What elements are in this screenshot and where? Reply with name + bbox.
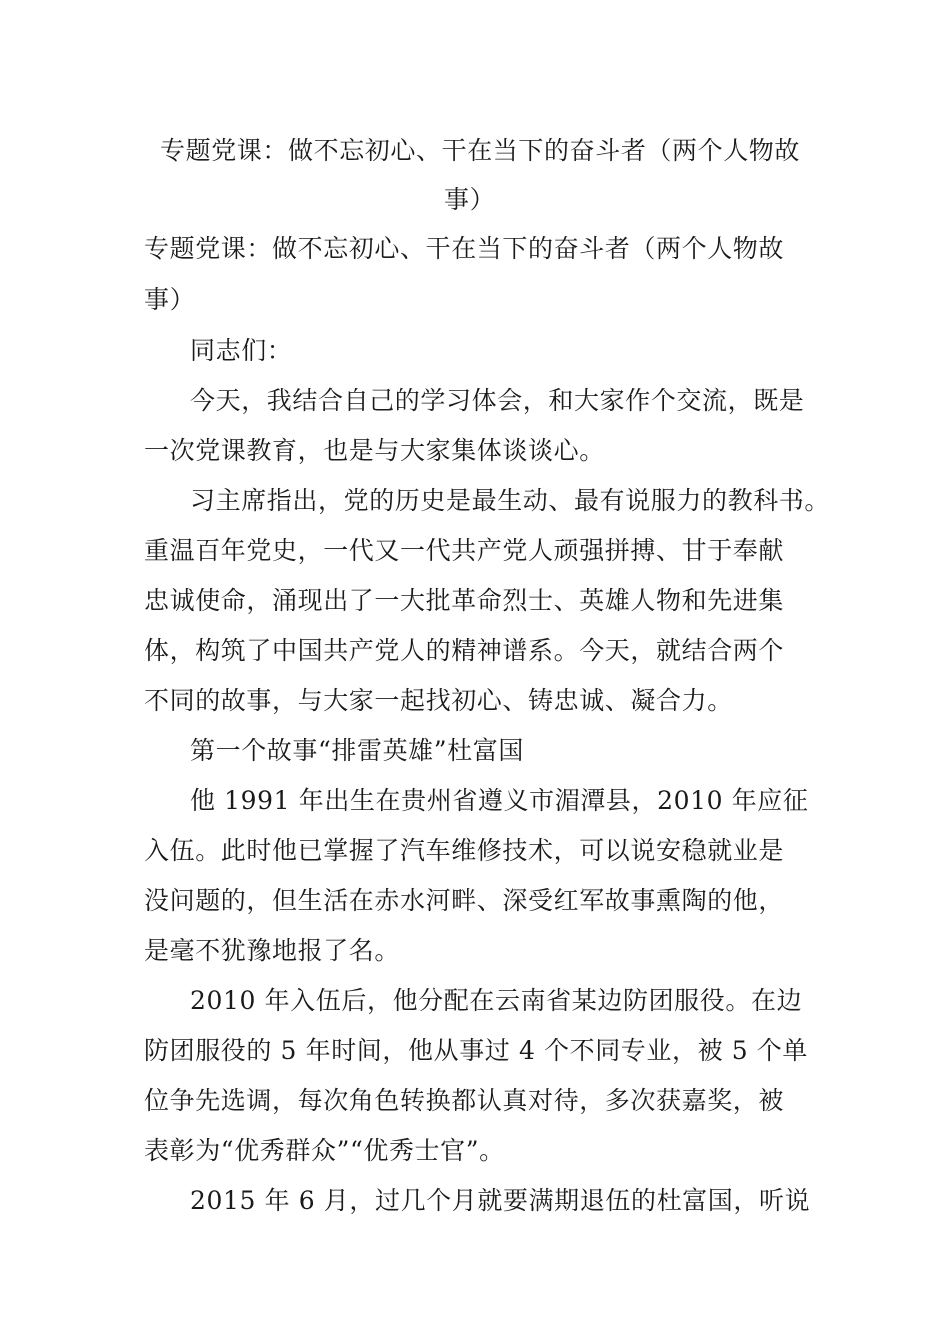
document-title-line-2: 事） (444, 185, 496, 214)
paragraph-1-line: 今天，我结合自己的学习体会，和大家作个交流，既是 (190, 386, 805, 415)
paragraph-5-line: 2015 年 6 月，过几个月就要满期退伍的杜富国，听说 (190, 1186, 811, 1215)
paragraph-2-line: 重温百年党史，一代又一代共产党人顽强拼搏、甘于奉献 (144, 536, 785, 565)
paragraph-4-line: 2010 年入伍后，他分配在云南省某边防团服役。在边 (190, 986, 803, 1015)
paragraph-2-line: 忠诚使命，涌现出了一大批革命烈士、英雄人物和先进集 (144, 586, 785, 615)
subtitle-line-1: 专题党课：做不忘初心、干在当下的奋斗者（两个人物故 (144, 234, 785, 263)
paragraph-1-line: 一次党课教育，也是与大家集体谈谈心。 (144, 436, 605, 465)
section-heading: 第一个故事“排雷英雄”杜富国 (190, 736, 524, 765)
document-title-line-1: 专题党课：做不忘初心、干在当下的奋斗者（两个人物故 (160, 136, 801, 165)
paragraph-2-line: 习主席指出，党的历史是最生动、最有说服力的教科书。 (190, 486, 831, 515)
paragraph-3-line: 入伍。此时他已掌握了汽车维修技术，可以说安稳就业是 (144, 836, 785, 865)
paragraph-2-line: 不同的故事，与大家一起找初心、铸忠诚、凝合力。 (144, 686, 733, 715)
paragraph-3-line: 他 1991 年出生在贵州省遵义市湄潭县，2010 年应征 (190, 786, 809, 815)
subtitle-line-2: 事） (144, 285, 196, 314)
paragraph-4-line: 防团服役的 5 年时间，他从事过 4 个不同专业，被 5 个单 (144, 1036, 808, 1065)
paragraph-3-line: 是毫不犹豫地报了名。 (144, 936, 401, 965)
salutation: 同志们： (190, 336, 293, 365)
paragraph-3-line: 没问题的，但生活在赤水河畔、深受红军故事熏陶的他， (144, 886, 785, 915)
paragraph-4-line: 位争先选调，每次角色转换都认真对待，多次获嘉奖，被 (144, 1086, 785, 1115)
paragraph-4-line: 表彰为“优秀群众”“优秀士官”。 (144, 1136, 505, 1165)
paragraph-2-line: 体，构筑了中国共产党人的精神谱系。今天，就结合两个 (144, 636, 785, 665)
